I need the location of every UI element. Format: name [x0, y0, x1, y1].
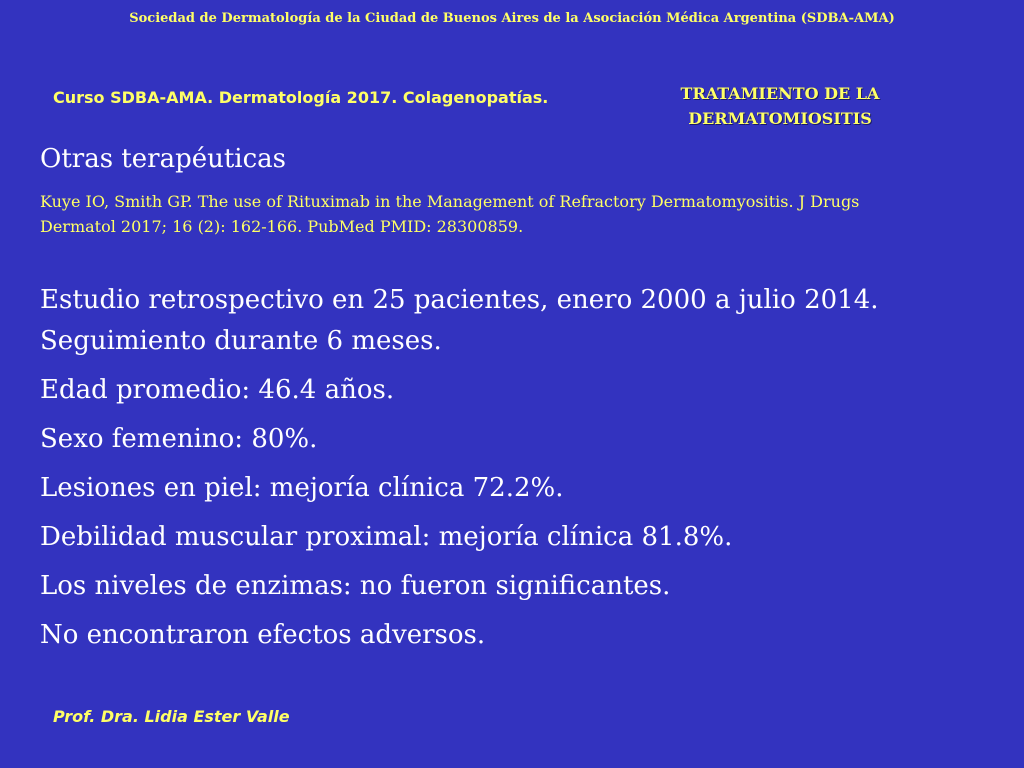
section-title: Otras terapéuticas — [40, 144, 287, 174]
citation: Kuye IO, Smith GP. The use of Rituximab in the Management of Refractory Dermatomyositis. J Drugs Dermatol 2017; 16 (2): 162-166. PubMed PMID: 28300859. — [40, 192, 860, 236]
finding-female-sex: Sexo femenino: 80%. — [40, 424, 318, 454]
finding-enzyme-levels: Los niveles de enzimas: no fueron significantes. — [40, 571, 671, 601]
topic-title — [630, 81, 930, 131]
finding-study-design: Estudio retrospectivo en 25 pacientes, enero 2000 a julio 2014. Seguimiento durante 6 meses. — [40, 285, 879, 356]
topic-title-line-1: TRATAMIENTO DE LA — [680, 84, 880, 103]
finding-muscle-weakness: Debilidad muscular proximal: mejoría clínica 81.8%. — [40, 522, 733, 552]
course-title: Curso SDBA-AMA. Dermatología 2017. Colagenopatías. — [53, 88, 549, 107]
topic-title-line-2: DERMATOMIOSITIS — [688, 109, 872, 128]
finding-skin-lesions: Lesiones en piel: mejoría clínica 72.2%. — [40, 473, 564, 503]
finding-mean-age: Edad promedio: 46.4 años. — [40, 375, 395, 405]
author-footer: Prof. Dra. Lidia Ester Valle — [53, 707, 290, 726]
finding-adverse-effects: No encontraron efectos adversos. — [40, 620, 486, 650]
organization-header: Sociedad de Dermatología de la Ciudad de Buenos Aires de la Asociación Médica Argentina (SDBA-AMA) — [129, 11, 895, 26]
findings-list — [40, 280, 1015, 664]
